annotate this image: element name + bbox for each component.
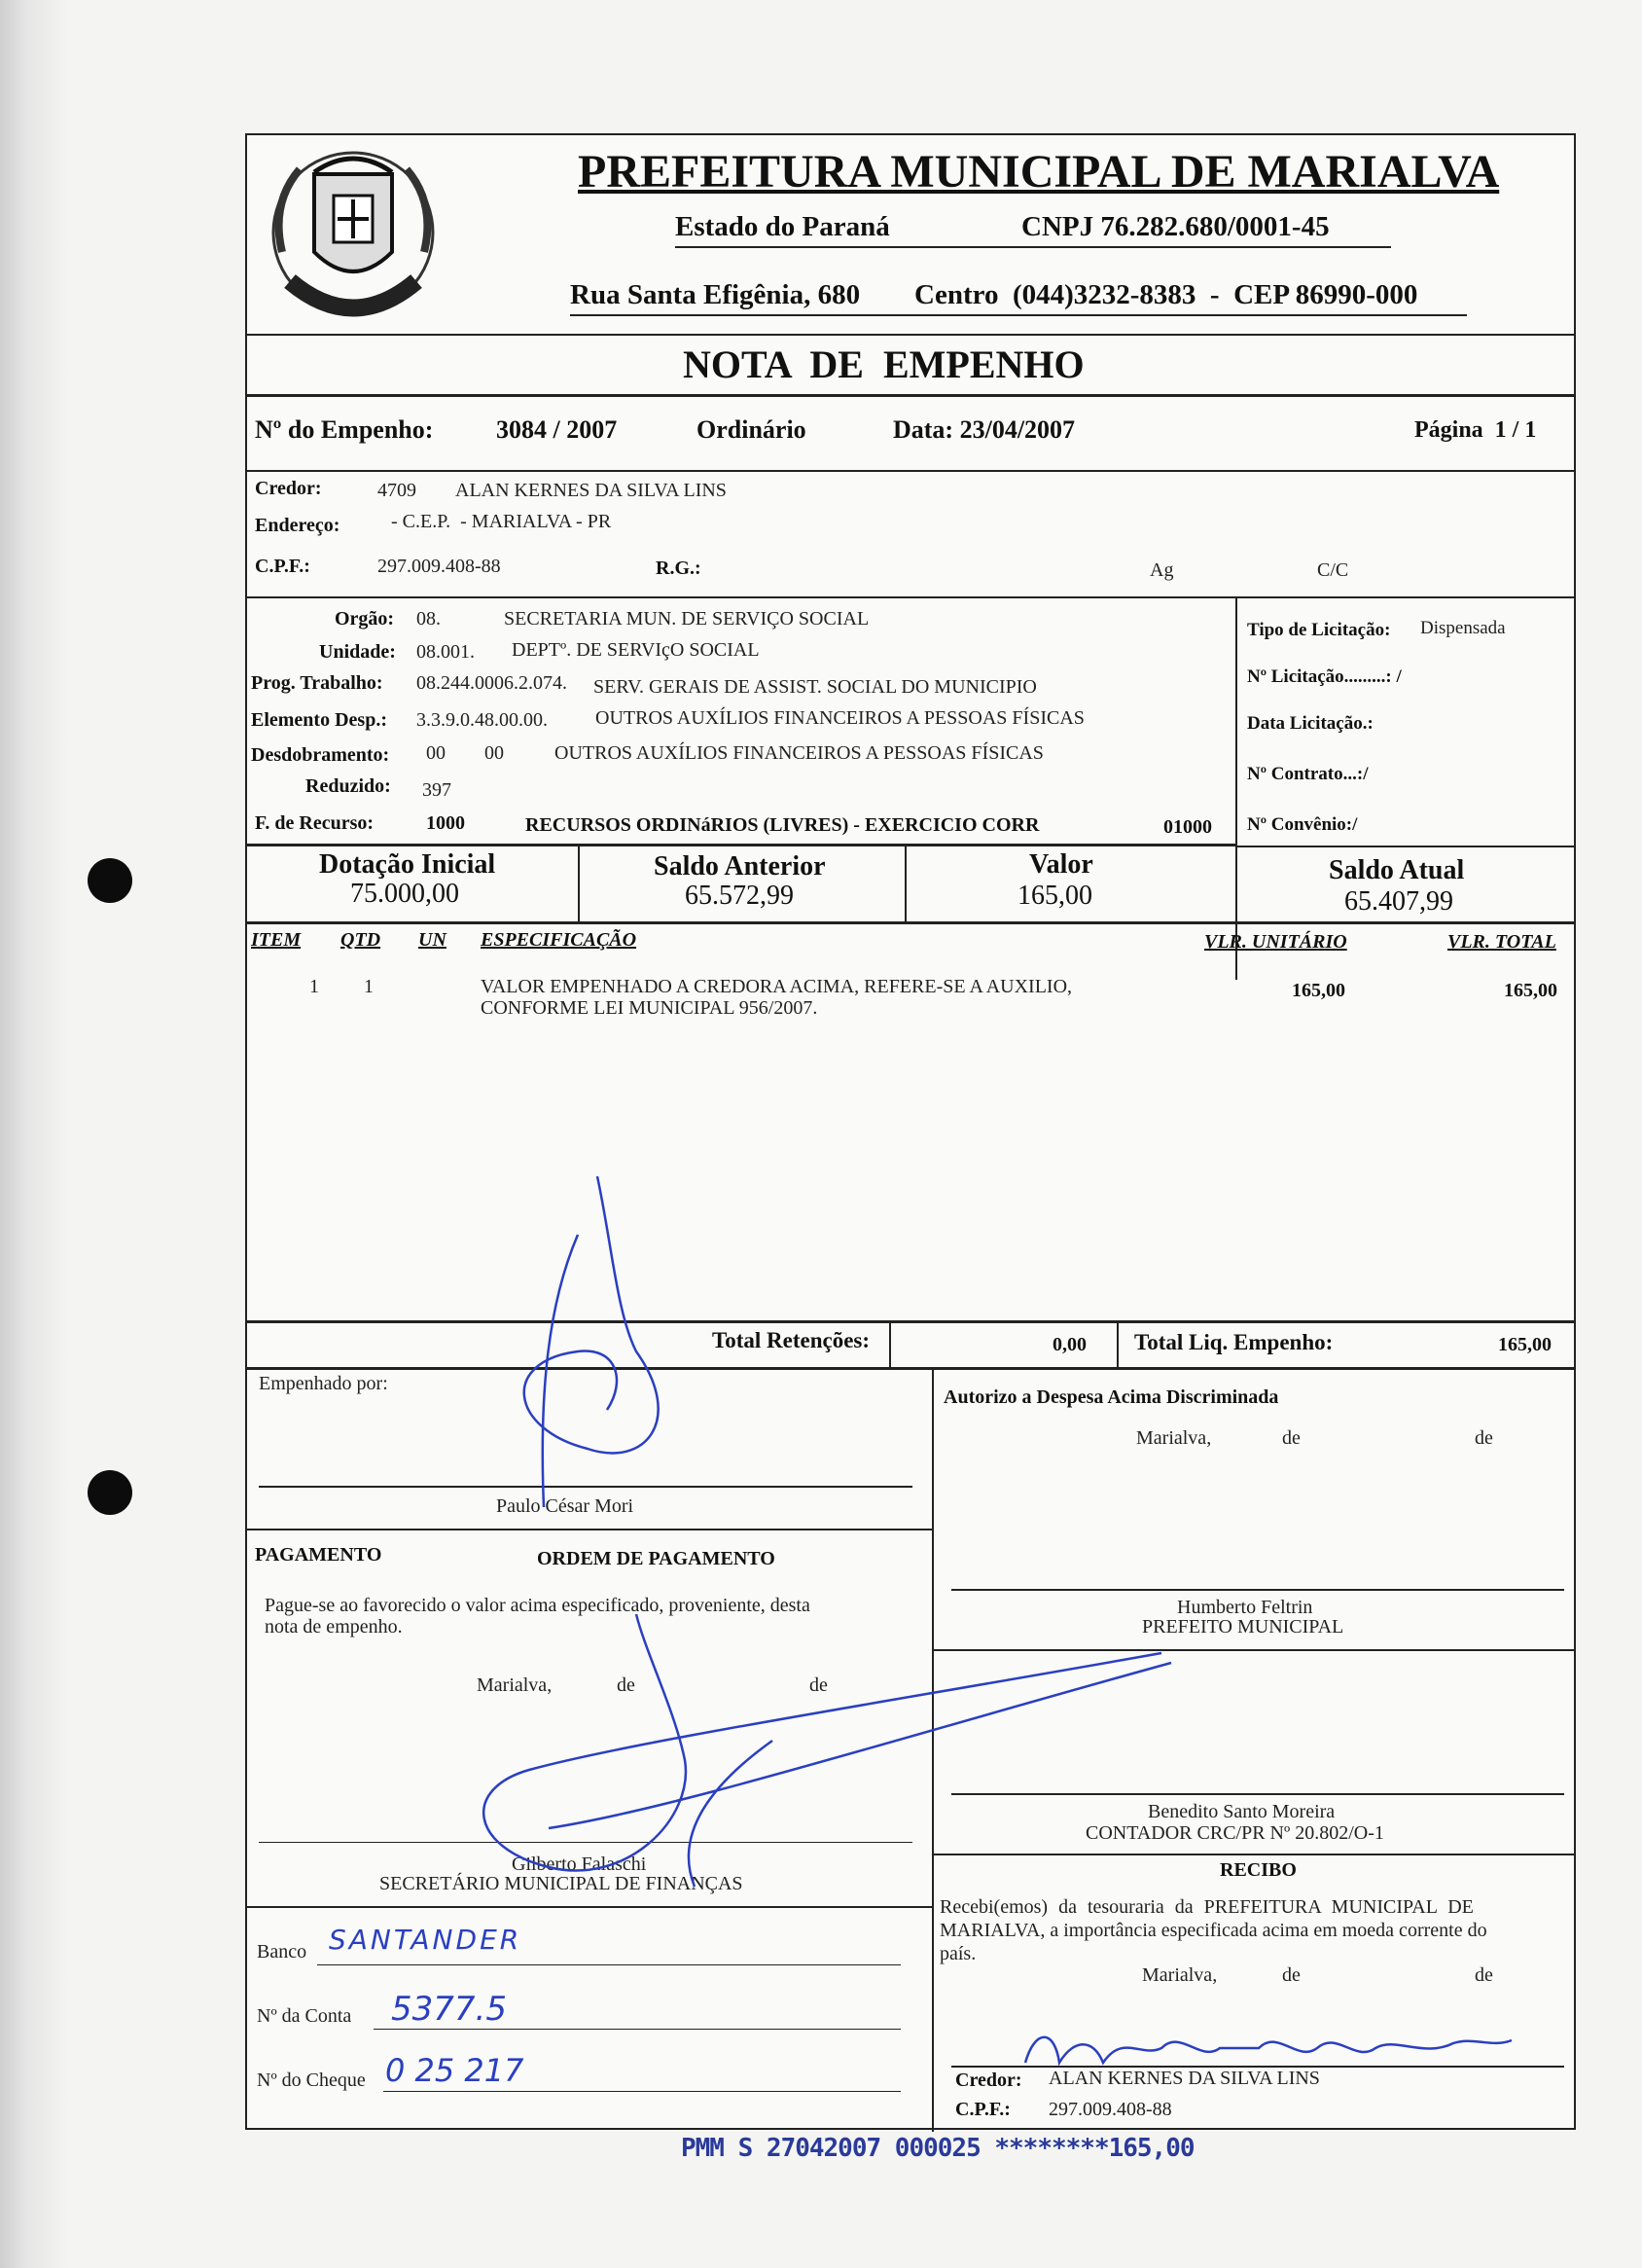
valor-value: 165,00 (1017, 881, 1092, 911)
scan-shadow (0, 0, 68, 2268)
col-un: UN (418, 929, 446, 951)
saldo-atual-value: 65.407,99 (1344, 886, 1453, 917)
divider (247, 1367, 1576, 1370)
empenho-number: 3084 / 2007 (496, 415, 618, 444)
secretary-title: SECRETÁRIO MUNICIPAL DE FINANÇAS (379, 1873, 743, 1894)
autorizo-de-1: de (1282, 1427, 1301, 1449)
payment-stamp: PMM S 27042007 000025 ********165,00 (681, 2134, 1195, 2163)
punch-hole-top (88, 858, 132, 903)
row-vlr-total: 165,00 (1504, 980, 1557, 1001)
credor-label: Credor: (255, 478, 322, 499)
desdobramento-name: OUTROS AUXÍLIOS FINANCEIROS A PESSOAS FÍSICAS (554, 742, 1044, 764)
col-qtd: QTD (340, 929, 381, 951)
divider (905, 844, 907, 921)
conta-label: Nº da Conta (257, 2005, 352, 2027)
total-retencoes-label: Total Retenções: (712, 1328, 871, 1352)
contador-name: Benedito Santo Moreira (1148, 1801, 1336, 1822)
licitacao-date: Data Licitação.: (1247, 713, 1374, 734)
cheque-value: 0 25 217 (385, 2052, 524, 2089)
unidade-code: 08.001. (416, 641, 475, 663)
divider (247, 1320, 1576, 1323)
col-vlr-total: VLR. TOTAL (1447, 931, 1556, 953)
recibo-text-1: Recebi(emos) da tesouraria da PREFEITURA MUNICIPAL DE (940, 1896, 1474, 1918)
prog-name: SERV. GERAIS DE ASSIST. SOCIAL DO MUNICIPIO (593, 676, 1037, 698)
recurso-number: 01000 (1163, 816, 1212, 838)
autorizo-place: Marialva, (1136, 1427, 1212, 1449)
divider (247, 334, 1576, 336)
conta-value: 5377.5 (391, 1990, 507, 2029)
pagamento-de-2: de (809, 1674, 828, 1696)
mayor-title: PREFEITO MUNICIPAL (1142, 1616, 1344, 1638)
recibo-de-2: de (1475, 1964, 1493, 1986)
recibo-credor-label: Credor: (955, 2070, 1022, 2091)
recibo-de-1: de (1282, 1964, 1301, 1986)
row-vlr-unitario: 165,00 (1292, 980, 1345, 1001)
unidade-name: DEPTº. DE SERVIçO SOCIAL (512, 639, 760, 661)
row-qtd: 1 (364, 976, 374, 997)
orgao-label: Orgão: (335, 608, 395, 630)
recibo-text-2: MARIALVA, a importância especificada acima em moeda corrente do (940, 1920, 1487, 1941)
endereco-label: Endereço: (255, 515, 340, 536)
divider (889, 1320, 891, 1367)
page-number: Página 1 / 1 (1414, 417, 1537, 443)
header-address: Rua Santa Efigênia, 680 (570, 279, 861, 310)
tipo-licitacao-value: Dispensada (1420, 618, 1506, 638)
rg-label: R.G.: (656, 558, 701, 579)
valor-label: Valor (1029, 849, 1093, 880)
header-cnpj: CNPJ 76.282.680/0001-45 (1021, 211, 1330, 242)
pagamento-de-1: de (617, 1674, 635, 1696)
contador-title: CONTADOR CRC/PR Nº 20.802/O-1 (1086, 1822, 1384, 1844)
recibo-text-3: país. (940, 1943, 977, 1964)
divider (578, 844, 580, 921)
pagamento-text-2: nota de empenho. (265, 1616, 403, 1638)
divider (247, 844, 1235, 846)
dotacao-inicial-value: 75.000,00 (350, 879, 459, 909)
pagamento-label: PAGAMENTO (255, 1544, 382, 1566)
elemento-code: 3.3.9.0.48.00.00. (416, 709, 548, 731)
secretary-signature (383, 1595, 1181, 1906)
total-liq-label: Total Liq. Empenho: (1134, 1330, 1334, 1354)
cpf-label: C.P.F.: (255, 556, 310, 577)
empenho-number-label: Nº do Empenho: (255, 415, 434, 444)
tipo-licitacao-label: Tipo de Licitação: (1247, 620, 1391, 640)
municipal-coat-of-arms-icon (261, 135, 446, 335)
orgao-code: 08. (416, 608, 441, 630)
empenhado-por-label: Empenhado por: (259, 1373, 388, 1394)
divider (247, 1906, 932, 1908)
recurso-label: F. de Recurso: (255, 812, 375, 834)
saldo-anterior-value: 65.572,99 (685, 881, 794, 911)
autorizo-label: Autorizo a Despesa Acima Discriminada (944, 1386, 1279, 1408)
row-spec-line-2: CONFORME LEI MUNICIPAL 956/2007. (481, 997, 818, 1019)
row-spec-line-1: VALOR EMPENHADO A CREDORA ACIMA, REFERE-SE A AUXILIO, (481, 976, 1073, 997)
banco-value: SANTANDER (329, 1924, 522, 1956)
ag-label: Ag (1150, 559, 1174, 581)
ordem-pagamento-label: ORDEM DE PAGAMENTO (537, 1548, 775, 1569)
elemento-label: Elemento Desp.: (251, 709, 387, 731)
divider (247, 596, 1576, 598)
banco-label: Banco (257, 1941, 307, 1962)
header-contact: Centro (044)3232-8383 - CEP 86990-000 (914, 279, 1418, 310)
empenhado-signature (451, 1157, 704, 1566)
divider (1235, 846, 1576, 847)
cheque-label: Nº do Cheque (257, 2070, 366, 2091)
col-vlr-unitario: VLR. UNITÁRIO (1204, 931, 1347, 953)
divider (247, 470, 1576, 472)
cc-label: C/C (1317, 559, 1349, 581)
col-especificacao: ESPECIFICAÇÃO (481, 929, 637, 951)
signature-line-mayor (951, 1589, 1564, 1591)
prog-label: Prog. Trabalho: (251, 672, 383, 694)
header-underline-1 (675, 246, 1391, 248)
doc-title: NOTA DE EMPENHO (683, 342, 1085, 386)
desdobramento-label: Desdobramento: (251, 744, 390, 766)
endereco: - C.E.P. - MARIALVA - PR (391, 511, 612, 532)
recibo-credor-name: ALAN KERNES DA SILVA LINS (1049, 2068, 1320, 2089)
pagamento-text-1: Pague-se ao favorecido o valor acima especificado, proveniente, desta (265, 1595, 810, 1616)
header-state: Estado do Paraná (675, 211, 890, 242)
recibo-cpf-value: 297.009.408-88 (1049, 2099, 1172, 2120)
secretary-name: Gilberto Falaschi (512, 1854, 647, 1875)
banco-line (317, 1964, 901, 1965)
desdobramento-code-1: 00 (426, 742, 446, 764)
recurso-code: 1000 (426, 812, 465, 834)
col-item: ITEM (251, 929, 302, 951)
autorizo-de-2: de (1475, 1427, 1493, 1449)
total-retencoes-value: 0,00 (1053, 1334, 1087, 1355)
contrato-number: Nº Contrato...:/ (1247, 764, 1369, 784)
licitacao-number: Nº Licitação.........: / (1247, 666, 1402, 687)
reduzido-label: Reduzido: (305, 775, 391, 797)
nota-de-empenho-document (245, 133, 1576, 2130)
unidade-label: Unidade: (319, 641, 396, 663)
recibo-place: Marialva, (1142, 1964, 1218, 1986)
punch-hole-bottom (88, 1470, 132, 1515)
credor-signature (1016, 2019, 1521, 2077)
cheque-line (383, 2091, 901, 2092)
elemento-name: OUTROS AUXÍLIOS FINANCEIROS A PESSOAS FÍSICAS (595, 707, 1085, 729)
saldo-anterior-label: Saldo Anterior (654, 851, 826, 882)
divider (247, 921, 1576, 924)
divider (1117, 1320, 1119, 1367)
total-liq-value: 165,00 (1498, 1334, 1552, 1355)
saldo-atual-label: Saldo Atual (1329, 855, 1465, 885)
pagamento-place: Marialva, (477, 1674, 553, 1696)
conta-line (374, 2029, 901, 2030)
header-underline-2 (570, 314, 1467, 316)
row-item: 1 (309, 976, 319, 997)
recurso-name: RECURSOS ORDINáRIOS (LIVRES) - EXERCICIO CORR (525, 814, 1040, 836)
empenho-type: Ordinário (696, 415, 806, 444)
orgao-name: SECRETARIA MUN. DE SERVIÇO SOCIAL (504, 608, 870, 630)
prog-code: 08.244.0006.2.074. (416, 672, 567, 694)
mayor-name: Humberto Feltrin (1177, 1597, 1313, 1618)
recibo-label: RECIBO (1220, 1859, 1297, 1881)
recibo-cpf-label: C.P.F.: (955, 2099, 1011, 2120)
empenho-date: Data: 23/04/2007 (893, 415, 1076, 444)
reduzido-value: 397 (422, 779, 451, 801)
divider (247, 394, 1576, 397)
credor-code: 4709 (377, 480, 416, 501)
header-title: PREFEITURA MUNICIPAL DE MARIALVA (578, 146, 1500, 198)
desdobramento-code-2: 00 (484, 742, 504, 764)
cpf-value: 297.009.408-88 (377, 556, 501, 577)
convenio-number: Nº Convênio:/ (1247, 814, 1358, 835)
credor-name: ALAN KERNES DA SILVA LINS (455, 480, 727, 501)
empenhado-por-name: Paulo César Mori (496, 1495, 634, 1517)
dotacao-inicial-label: Dotação Inicial (319, 849, 496, 880)
